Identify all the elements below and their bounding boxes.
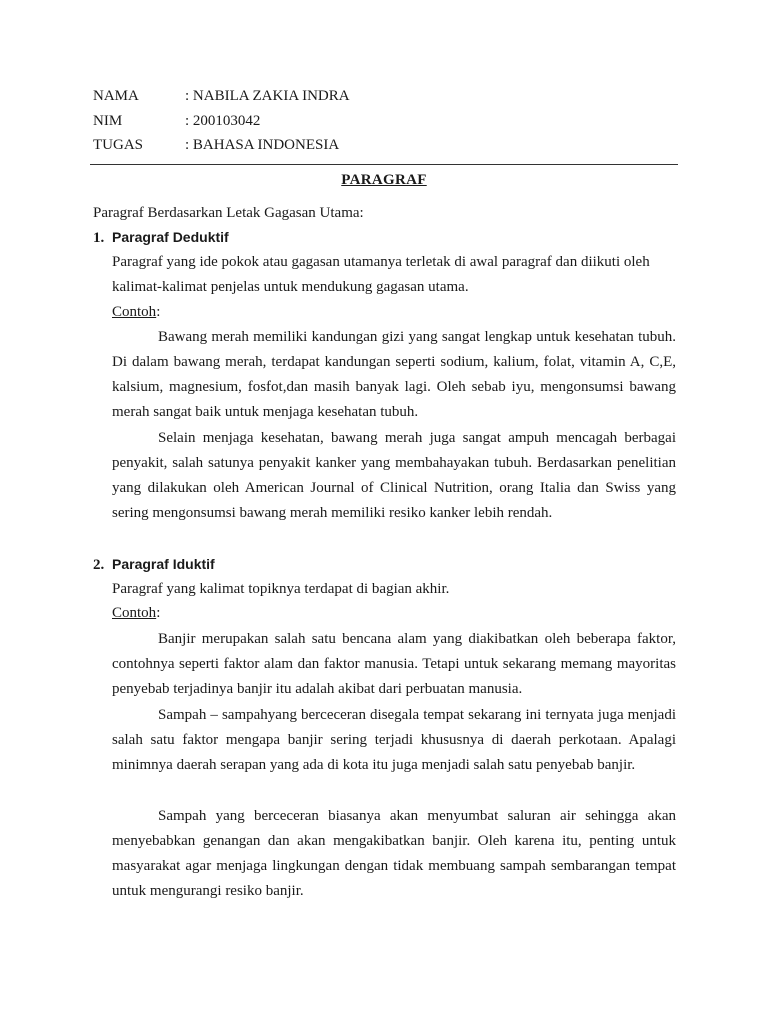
example-label-text: Contoh	[112, 605, 157, 621]
header-value: : 200103042	[185, 113, 261, 129]
example-paragraph: Bawang merah memiliki kandungan gizi yang sangat lengkap untuk kesehatan tubuh. Di dalam bawang merah, terdapat kandungan seperti sodium, kalium, folat, vitamin A, C,E, kalsium, magnesium, fosfot,dan masih banyak lagi. Oleh sebab iyu, mengonsumsi bawang merah sangat baik untuk menjaga kesehatan tubuh.	[112, 329, 676, 420]
example-paragraph: Sampah – sampahyang berceceran disegala tempat sekarang ini ternyata juga menjadi salah satu faktor mengapa banjir sering terjadi khususnya di daerah perkotaan. Apalagi minimnya daerah serapan yang ada di kota itu juga menjadi salah satu penyebab banjir.	[112, 707, 676, 773]
section-heading-induktif	[93, 556, 215, 574]
header-label: NIM	[93, 113, 123, 129]
section-number: 1.	[93, 230, 105, 246]
example-label	[112, 601, 676, 626]
intro-text: Paragraf Berdasarkan Letak Gagasan Utama:	[93, 205, 364, 221]
page-title: PARAGRAF	[341, 172, 427, 188]
example-label-colon: :	[156, 304, 161, 320]
header-divider	[90, 164, 678, 165]
header-value: : BAHASA INDONESIA	[185, 137, 340, 153]
header-label: TUGAS	[93, 137, 144, 153]
section-title: Paragraf Deduktif	[112, 229, 229, 245]
example-label-text: Contoh	[112, 304, 157, 320]
section-number: 2.	[93, 557, 105, 573]
example-paragraph: Banjir merupakan salah satu bencana alam yang diakibatkan oleh beberapa faktor, contohnya seperti faktor alam dan faktor manusia. Tetapi untuk sekarang memang mayoritas penyebab terjadinya banjir itu adalah akibat dari perbuatan manusia.	[112, 631, 676, 697]
example-paragraph: Selain menjaga kesehatan, bawang merah juga sangat ampuh mencagah berbagai penyakit, salah satunya penyakit kanker yang membahayakan tubuh. Berdasarkan penelitian yang dilakukan oleh American Journal of Clinical Nutrition, orang Italia dan Swiss yang sering mengonsumsi bawang merah memiliki resiko kanker lebih rendah.	[112, 430, 676, 521]
header-label: NAMA	[93, 88, 139, 104]
example-paragraph: Sampah yang berceceran biasanya akan menyumbat saluran air sehingga akan menyebabkan genangan dan akan mengakibatkan banjir. Oleh karena itu, penting untuk masyarakat agar menjaga lingkungan dengan tidak membuang sampah sembarangan tempat untuk mengurangi resiko banjir.	[112, 808, 676, 899]
section-definition: Paragraf yang kalimat topiknya terdapat di bagian akhir.	[112, 581, 450, 597]
section-definition: Paragraf yang ide pokok atau gagasan utamanya terletak di awal paragraf dan diikuti oleh kalimat-kalimat penjelas untuk mendukung gagasan utama.	[112, 254, 650, 295]
header-value: : NABILA ZAKIA INDRA	[185, 88, 350, 104]
section-title: Paragraf Iduktif	[112, 556, 215, 572]
section-heading-deduktif	[93, 229, 229, 247]
example-label	[112, 300, 676, 325]
example-label-colon: :	[156, 605, 161, 621]
